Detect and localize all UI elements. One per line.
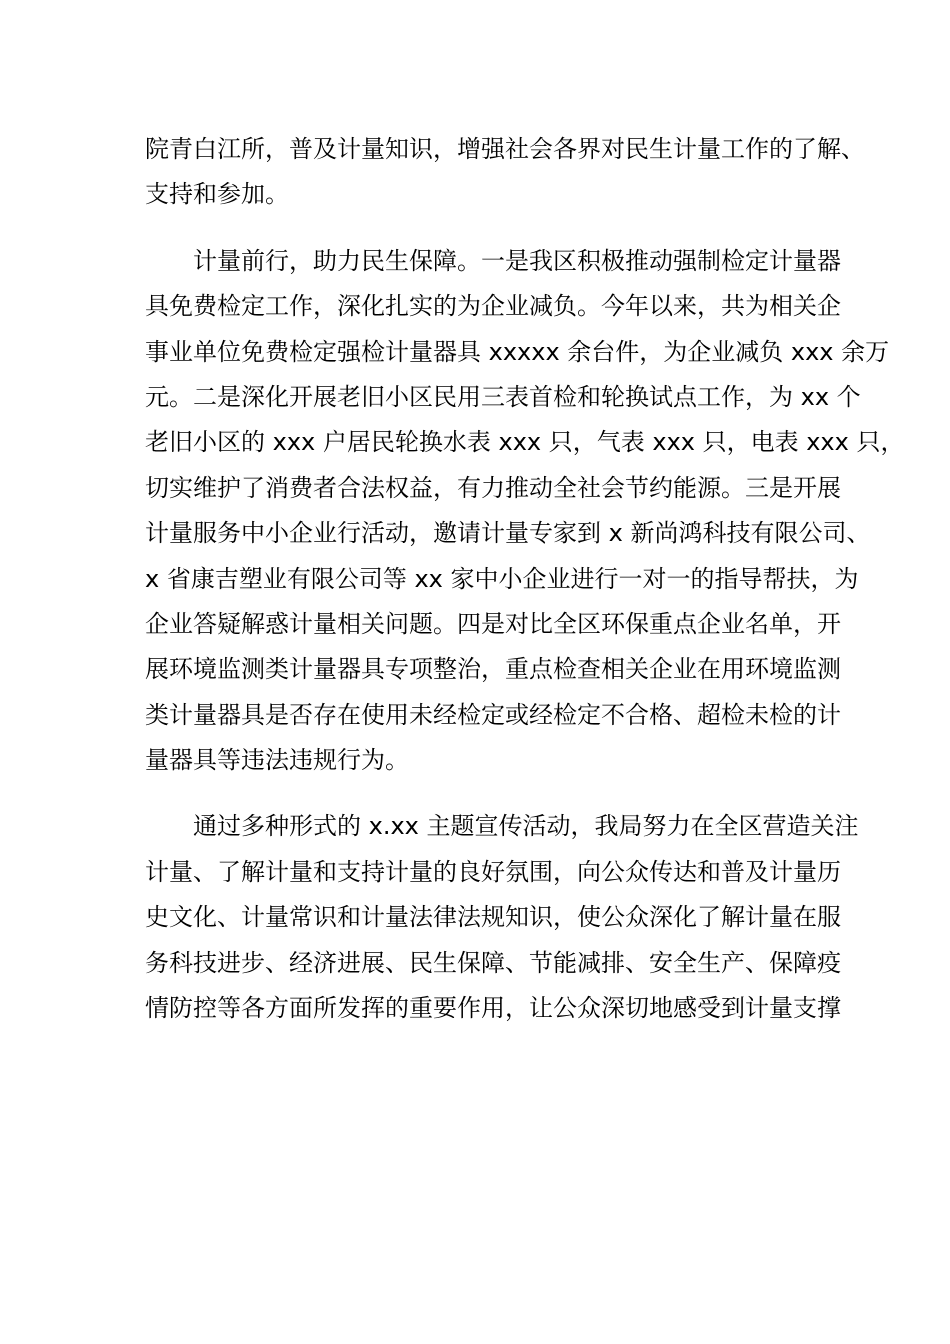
text-line: 院青白江所，普及计量知识，增强社会各界对民生计量工作的了解、 [145, 135, 865, 163]
paragraph-1 [145, 127, 865, 218]
text-line: 情防控等各方面所发挥的重要作用，让公众深切地感受到计量支撑 [145, 994, 841, 1023]
text-line: 类计量器具是否存在使用未经检定或经检定不合格、超检未检的计 [145, 700, 841, 729]
paragraph-2 [145, 239, 905, 784]
document-body [145, 127, 905, 1031]
text-line: 通过多种形式的 x.xx 主题宣传活动，我局努力在全区营造关注 [193, 812, 859, 841]
text-line: 史文化、计量常识和计量法律法规知识，使公众深化了解计量在服 [145, 903, 841, 932]
text-line: 计量服务中小企业行活动，邀请计量专家到 x 新尚鸿科技有限公司、 [145, 519, 871, 548]
text-line: 量器具等违法违规行为。 [145, 746, 409, 775]
text-line: 支持和参加。 [145, 180, 289, 209]
text-line: 老旧小区的 xxx 户居民轮换水表 xxx 只，气表 xxx 只，电表 xxx 只， [145, 428, 905, 457]
text-line: 计量、了解计量和支持计量的良好氛围，向公众传达和普及计量历 [145, 857, 841, 886]
paragraph-3 [145, 804, 859, 1031]
text-line: 企业答疑解惑计量相关问题。四是对比全区环保重点企业名单，开 [145, 609, 841, 638]
text-line: 展环境监测类计量器具专项整治，重点检查相关企业在用环境监测 [145, 655, 841, 684]
text-line: 切实维护了消费者合法权益，有力推动全社会节约能源。三是开展 [145, 473, 841, 502]
text-line: 务科技进步、经济进展、民生保障、节能减排、安全生产、保障疫 [145, 948, 841, 977]
text-line: 元。二是深化开展老旧小区民用三表首检和轮换试点工作，为 xx 个 [145, 382, 861, 411]
text-line: 事业单位免费检定强检计量器具 xxxxx 余台件，为企业减负 xxx 余万 [145, 337, 890, 366]
text-line: 具免费检定工作，深化扎实的为企业减负。今年以来，共为相关企 [145, 292, 841, 321]
text-line: 计量前行，助力民生保障。一是我区积极推动强制检定计量器 [193, 246, 841, 275]
text-line: x 省康吉塑业有限公司等 xx 家中小企业进行一对一的指导帮扶，为 [145, 564, 859, 593]
